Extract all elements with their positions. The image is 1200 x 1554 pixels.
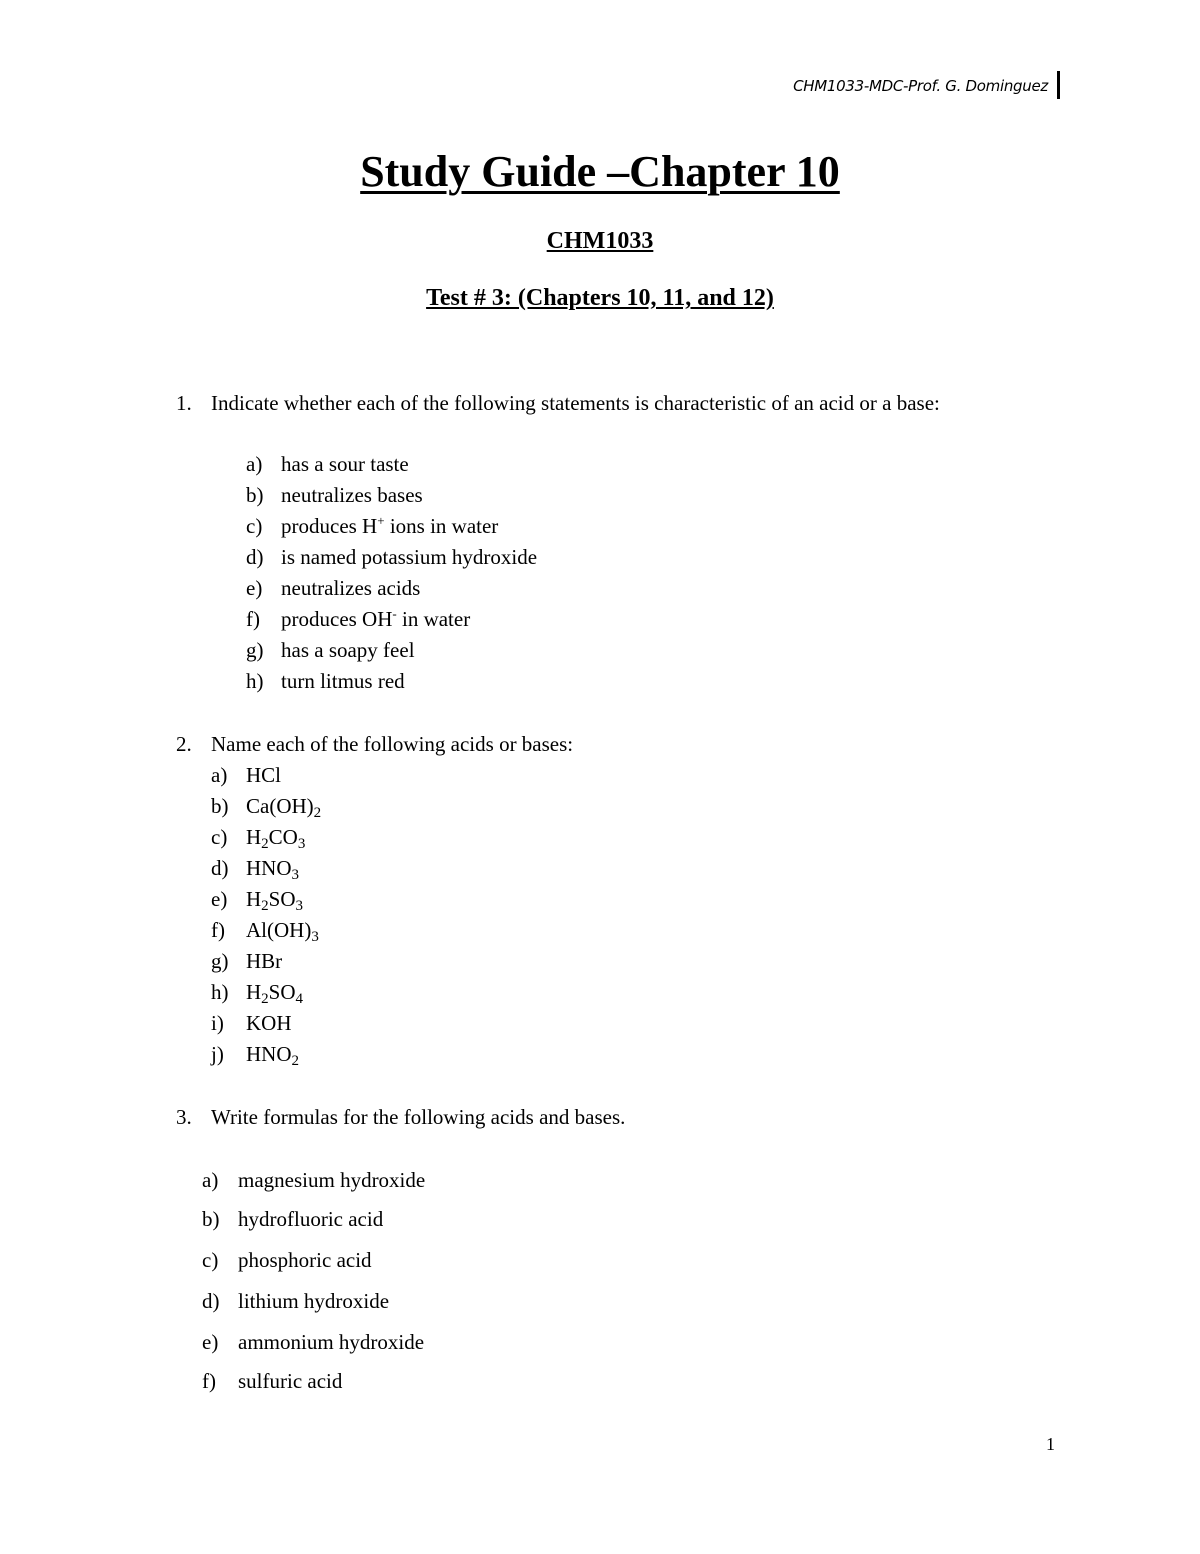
item-formula: HBr: [246, 949, 283, 973]
question-number: 1.: [176, 391, 192, 415]
header-divider: [1057, 71, 1060, 99]
item-text: neutralizes bases: [281, 483, 423, 507]
item-letter: e): [211, 887, 228, 911]
item-letter: a): [202, 1168, 219, 1192]
question-number: 2.: [176, 732, 192, 756]
test-info: Test # 3: (Chapters 10, 11, and 12): [426, 285, 774, 311]
item-text: neutralizes acids: [281, 576, 421, 600]
running-header: CHM1033-MDC-Prof. G. Dominguez: [793, 77, 1048, 95]
item-letter: e): [246, 576, 263, 600]
item-letter: a): [211, 763, 228, 787]
question-prompt: Name each of the following acids or bases:: [211, 732, 574, 756]
item-letter: d): [202, 1289, 220, 1313]
item-text: sulfuric acid: [238, 1369, 343, 1393]
item-letter: d): [211, 856, 229, 880]
item-text: hydrofluoric acid: [238, 1207, 384, 1231]
item-letter: f): [211, 918, 225, 942]
item-text: lithium hydroxide: [238, 1289, 390, 1313]
question-number: 3.: [176, 1105, 192, 1129]
item-letter: h): [211, 980, 229, 1004]
page-title: Study Guide –Chapter 10: [360, 147, 840, 196]
item-letter: f): [202, 1369, 216, 1393]
item-letter: b): [246, 483, 264, 507]
item-letter: j): [211, 1042, 224, 1066]
item-text: has a sour taste: [281, 452, 409, 476]
item-formula: $HNO_3$: [246, 856, 299, 883]
item-text: is named potassium hydroxide: [281, 545, 538, 569]
item-letter: c): [202, 1248, 219, 1272]
item-letter: c): [246, 514, 263, 538]
item-letter: f): [246, 607, 260, 631]
question-prompt: Indicate whether each of the following statements is characteristic of an acid or a base:: [211, 391, 940, 415]
item-letter: e): [202, 1330, 219, 1354]
item-text: ammonium hydroxide: [238, 1330, 425, 1354]
item-letter: g): [246, 638, 264, 662]
item-formula: $H_2SO_4$: [246, 980, 304, 1007]
question-prompt: Write formulas for the following acids and bases.: [211, 1105, 626, 1129]
item-text: has a soapy feel: [281, 638, 415, 662]
item-letter: i): [211, 1011, 224, 1035]
item-letter: c): [211, 825, 228, 849]
item-formula: KOH: [246, 1011, 292, 1035]
item-formula: $H_2CO_3$: [246, 825, 306, 852]
item-text: phosphoric acid: [238, 1248, 372, 1272]
item-letter: d): [246, 545, 264, 569]
item-formula: $Ca(OH)_2$: [246, 794, 322, 821]
item-text: produces OH- in water: [281, 606, 471, 631]
item-text: turn litmus red: [281, 669, 405, 693]
course-code: CHM1033: [546, 228, 654, 254]
item-letter: h): [246, 669, 264, 693]
page-number: 1: [1046, 1434, 1055, 1454]
item-letter: a): [246, 452, 263, 476]
item-text: magnesium hydroxide: [238, 1168, 426, 1192]
item-letter: b): [211, 794, 229, 818]
item-letter: b): [202, 1207, 220, 1231]
item-formula: $HNO_2$: [246, 1042, 299, 1069]
item-text: produces H+ ions in water: [281, 513, 499, 538]
item-letter: g): [211, 949, 229, 973]
item-formula: HCl: [246, 763, 282, 787]
item-formula: $H_2SO_3$: [246, 887, 304, 914]
item-formula: $Al(OH)_3$: [246, 918, 319, 945]
